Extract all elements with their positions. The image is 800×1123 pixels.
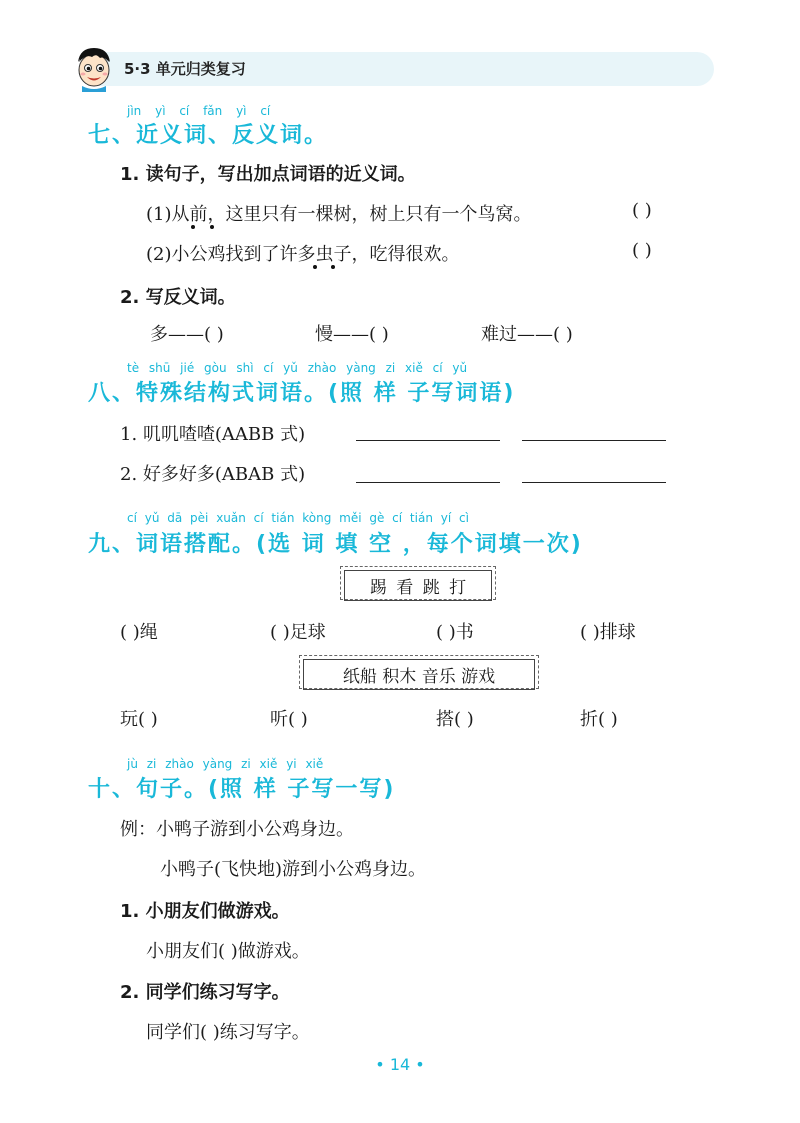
answer-line[interactable] <box>356 440 500 441</box>
sec10-q2: 2. 同学们练习写字。 <box>120 982 290 1003</box>
emphasis-dot <box>191 225 195 229</box>
word-box-nouns: 纸船 积木 音乐 游戏 <box>303 659 535 690</box>
antonym-3[interactable]: 难过——( ) <box>481 324 573 345</box>
sec10-pinyin: jù zi zhào yàng zi xiě yi xiě <box>127 757 324 771</box>
sec7-pinyin: jìn yì cí fǎn yì cí <box>127 104 271 118</box>
sec10-q1-answer[interactable]: 小朋友们( )做游戏。 <box>146 941 310 962</box>
fill-item-2[interactable]: 听( ) <box>270 709 308 730</box>
sec8-q1: 1. 叽叽喳喳(AABB 式) <box>120 424 306 445</box>
fill-item-4[interactable]: 折( ) <box>580 709 618 730</box>
match-item-1[interactable]: ( )绳 <box>120 622 158 643</box>
example-sentence: 例：小鸭子游到小公鸡身边。 <box>120 819 354 840</box>
answer-line[interactable] <box>522 482 666 483</box>
answer-line[interactable] <box>356 482 500 483</box>
sec7-title: 七、近义词、反义词。 <box>88 123 329 148</box>
sec7-answer-paren-2[interactable]: ( ) <box>632 240 652 261</box>
emphasis-dot <box>331 265 335 269</box>
word-box-verbs: 踢 看 跳 打 <box>344 570 492 601</box>
emphasis-dot <box>313 265 317 269</box>
match-item-3[interactable]: ( )书 <box>436 622 474 643</box>
antonym-2[interactable]: 慢——( ) <box>315 324 389 345</box>
sec8-pinyin: tè shū jié gòu shì cí yǔ zhào yàng zi xiě cí yǔ <box>127 361 468 375</box>
sec7-q1: 1. 读句子，写出加点词语的近义词。 <box>120 164 416 185</box>
match-item-4[interactable]: ( )排球 <box>580 622 636 643</box>
page-number: • 14 • <box>375 1055 425 1074</box>
boy-mascot-icon <box>70 44 118 92</box>
sec8-title: 八、特殊结构式词语。(照 样 子写词语) <box>88 381 516 406</box>
sec10-q2-answer[interactable]: 同学们( )练习写字。 <box>146 1022 310 1043</box>
sec10-title: 十、句子。(照 样 子写一写) <box>88 777 396 802</box>
match-item-2[interactable]: ( )足球 <box>270 622 326 643</box>
sec7-sentence-1: (1)从前，这里只有一棵树，树上只有一个鸟窝。 <box>146 204 532 225</box>
sec7-q2: 2. 写反义词。 <box>120 287 236 308</box>
sec8-q2: 2. 好多好多(ABAB 式) <box>120 464 306 485</box>
antonym-1[interactable]: 多——( ) <box>150 324 224 345</box>
sec10-q1: 1. 小朋友们做游戏。 <box>120 901 290 922</box>
example-answer: 小鸭子(飞快地)游到小公鸡身边。 <box>160 859 427 880</box>
header-title: 5·3 单元归类复习 <box>124 60 246 78</box>
fill-item-3[interactable]: 搭( ) <box>436 709 474 730</box>
sec9-title: 九、词语搭配。(选 词 填 空 ，每个词填一次) <box>88 532 583 557</box>
sec7-sentence-2: (2)小公鸡找到了许多虫子，吃得很欢。 <box>146 244 460 265</box>
emphasis-dot <box>210 225 214 229</box>
sec7-answer-paren-1[interactable]: ( ) <box>632 200 652 221</box>
sec9-pinyin: cí yǔ dā pèi xuǎn cí tián kòng měi gè cí tián yí cì <box>127 511 469 525</box>
fill-item-1[interactable]: 玩( ) <box>120 709 158 730</box>
answer-line[interactable] <box>522 440 666 441</box>
